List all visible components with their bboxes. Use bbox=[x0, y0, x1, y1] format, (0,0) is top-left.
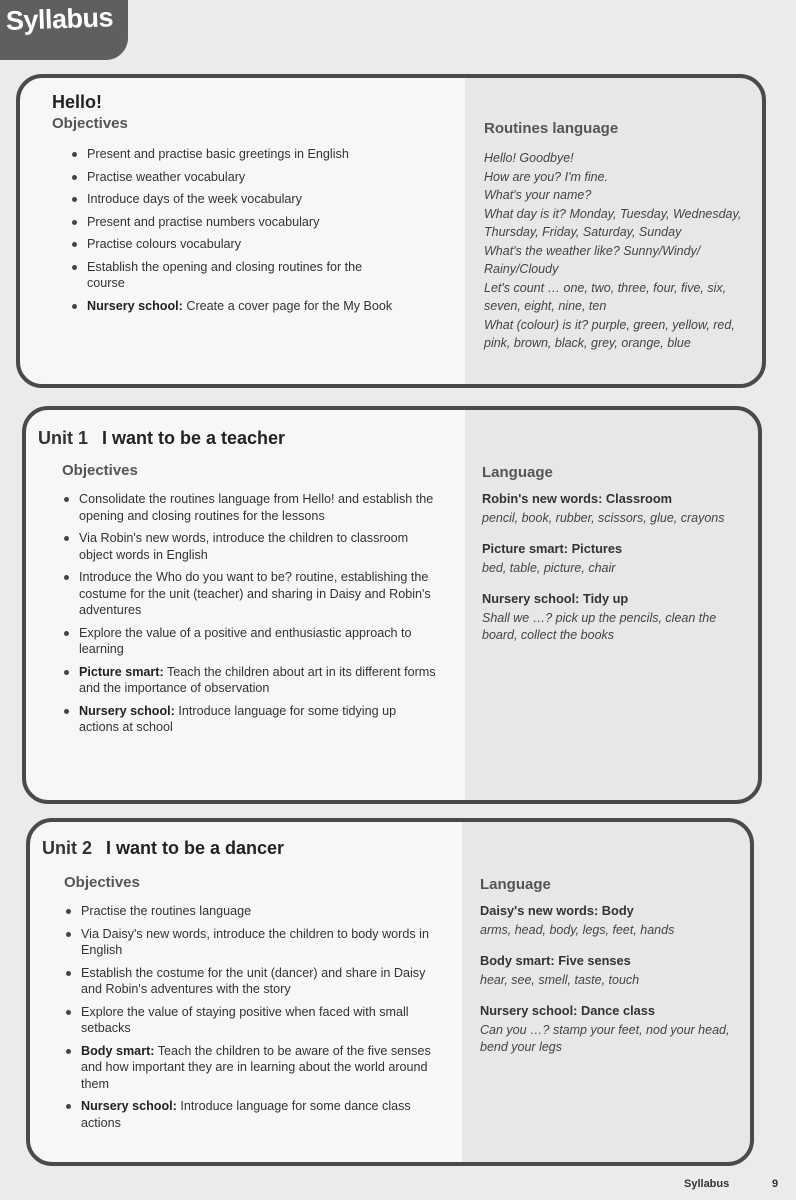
footer-label: Syllabus bbox=[684, 1178, 730, 1190]
language-list bbox=[482, 491, 752, 644]
objective-text: Introduce the Who do you want to be? routine, establishing the costume for the unit (teacher) and sharing in Daisy and Robin's adventures bbox=[79, 570, 431, 617]
routines-line: Rainy/Cloudy bbox=[484, 262, 559, 276]
routines-line: pink, brown, black, grey, orange, blue bbox=[484, 336, 691, 350]
objective-item bbox=[70, 169, 400, 186]
objective-text: Via Robin's new words, introduce the children to classroom object words in English bbox=[79, 531, 409, 562]
language-item bbox=[480, 1003, 750, 1056]
language-item bbox=[482, 591, 752, 644]
page-title: Syllabus bbox=[5, 2, 114, 36]
objective-item bbox=[64, 1043, 439, 1093]
objective-text: Introduce language for some tidying up actions at school bbox=[79, 703, 397, 734]
objective-label: Body smart: bbox=[81, 1043, 155, 1058]
objectives-column bbox=[62, 462, 442, 742]
objective-item bbox=[62, 530, 437, 563]
language-item bbox=[480, 903, 750, 939]
routines-line: What's the weather like? Sunny/Windy/ bbox=[484, 243, 701, 258]
objective-item bbox=[64, 965, 439, 998]
unit-number: Unit 2 bbox=[42, 838, 93, 858]
unit-number: Unit 1 bbox=[38, 428, 89, 448]
objective-text: Introduce language for some dance class actions bbox=[81, 1099, 411, 1130]
objective-item bbox=[64, 1004, 439, 1037]
objectives-heading: Objectives bbox=[62, 462, 138, 479]
objective-item bbox=[70, 259, 400, 292]
objective-text: Present and practise numbers vocabulary bbox=[87, 214, 320, 229]
unit-header bbox=[42, 838, 482, 859]
language-item-words: arms, head, body, legs, feet, hands bbox=[480, 923, 675, 937]
unit-header bbox=[38, 428, 478, 449]
language-item bbox=[482, 541, 752, 577]
objective-text: Practise colours vocabulary bbox=[87, 237, 241, 251]
routines-line: How are you? I'm fine. bbox=[484, 169, 608, 184]
objective-item bbox=[70, 298, 400, 315]
objective-text: Teach the children about art in its different forms and the importance of observation bbox=[79, 664, 436, 695]
page-number: 9 bbox=[772, 1178, 779, 1190]
section-title: Hello! bbox=[52, 92, 103, 112]
routines-line: Hello! Goodbye! bbox=[484, 151, 574, 165]
objectives-heading: Objectives bbox=[64, 874, 140, 891]
objective-text: Consolidate the routines language from Hello! and establish the opening and closing routines for the lessons bbox=[79, 492, 434, 523]
objective-item bbox=[62, 703, 437, 736]
objective-item bbox=[64, 1098, 439, 1131]
language-item-words: hear, see, smell, taste, touch bbox=[480, 973, 640, 987]
routines-language bbox=[484, 149, 764, 353]
language-heading: Routines language bbox=[484, 120, 619, 137]
objectives-list bbox=[62, 491, 437, 736]
objective-item bbox=[64, 926, 439, 959]
unit1-section bbox=[22, 406, 762, 804]
objective-item bbox=[70, 236, 400, 253]
language-item-words: bed, table, picture, chair bbox=[482, 561, 616, 575]
language-column bbox=[480, 876, 750, 1070]
objective-text: Introduce days of the week vocabulary bbox=[87, 192, 302, 206]
objective-text: Establish the costume for the unit (dancer) and share in Daisy and Robin's adventures with the story bbox=[81, 965, 426, 996]
language-item-words: Shall we …? pick up the pencils, clean the board, collect the books bbox=[482, 611, 717, 642]
objectives-list bbox=[70, 146, 400, 314]
objective-text: Teach the children to be aware of the five senses and how important they are in learning about the world around them bbox=[81, 1043, 431, 1091]
objective-text: Practise weather vocabulary bbox=[87, 169, 246, 184]
language-list bbox=[480, 903, 750, 1056]
hello-section bbox=[16, 74, 766, 388]
objective-item bbox=[62, 664, 437, 697]
language-item-heading: Daisy's new words: Body bbox=[480, 903, 634, 918]
objective-item bbox=[62, 491, 437, 524]
language-item-heading: Robin's new words: Classroom bbox=[482, 491, 673, 506]
unit-title: I want to be a teacher bbox=[102, 428, 286, 448]
language-item-heading: Body smart: Five senses bbox=[480, 953, 631, 968]
objective-item bbox=[70, 214, 400, 231]
objectives-column bbox=[52, 92, 452, 320]
language-item-heading: Picture smart: Pictures bbox=[482, 541, 623, 556]
unit2-section bbox=[26, 818, 754, 1166]
language-heading: Language bbox=[480, 876, 551, 893]
routines-line: Let's count … one, two, three, four, five, six, bbox=[484, 280, 727, 295]
language-item-words: pencil, book, rubber, scissors, glue, crayons bbox=[482, 511, 725, 525]
language-column bbox=[484, 120, 764, 353]
objective-text: Explore the value of a positive and enthusiastic approach to learning bbox=[79, 625, 412, 656]
language-item bbox=[480, 953, 750, 989]
objective-item bbox=[70, 191, 400, 208]
objective-item bbox=[64, 903, 439, 920]
routines-line: seven, eight, nine, ten bbox=[484, 299, 607, 313]
objective-label: Nursery school: bbox=[81, 1099, 177, 1113]
routines-line: What's your name? bbox=[484, 188, 592, 202]
routines-line: What (colour) is it? purple, green, yellow, red, bbox=[484, 317, 735, 332]
language-item bbox=[482, 491, 752, 527]
objective-label: Nursery school: bbox=[87, 298, 183, 313]
routines-line: What day is it? Monday, Tuesday, Wednesday, bbox=[484, 206, 742, 221]
objective-label: Picture smart: bbox=[79, 664, 164, 679]
objective-text: Explore the value of staying positive when faced with small setbacks bbox=[81, 1004, 409, 1035]
language-item-heading: Nursery school: Dance class bbox=[480, 1003, 655, 1018]
objectives-heading: Objectives bbox=[52, 115, 128, 132]
objective-text: Practise the routines language bbox=[81, 904, 252, 918]
section-tab bbox=[0, 0, 128, 60]
objective-item bbox=[70, 146, 400, 163]
objective-item bbox=[62, 569, 437, 619]
objective-item bbox=[62, 625, 437, 658]
objective-label: Nursery school: bbox=[79, 703, 175, 718]
language-column bbox=[482, 464, 752, 658]
language-heading: Language bbox=[482, 464, 553, 481]
objective-text: Establish the opening and closing routines for the course bbox=[87, 259, 363, 290]
objective-text: Via Daisy's new words, introduce the children to body words in English bbox=[81, 926, 429, 957]
language-item-words: Can you …? stamp your feet, nod your head, bend your legs bbox=[480, 1023, 730, 1054]
routines-line: Thursday, Friday, Saturday, Sunday bbox=[484, 225, 682, 239]
objective-text: Present and practise basic greetings in English bbox=[87, 147, 349, 161]
objective-text: Create a cover page for the My Book bbox=[182, 298, 393, 313]
unit-title: I want to be a dancer bbox=[106, 838, 285, 858]
language-item-heading: Nursery school: Tidy up bbox=[482, 591, 629, 606]
objectives-column bbox=[64, 874, 444, 1137]
objectives-list bbox=[64, 903, 439, 1131]
